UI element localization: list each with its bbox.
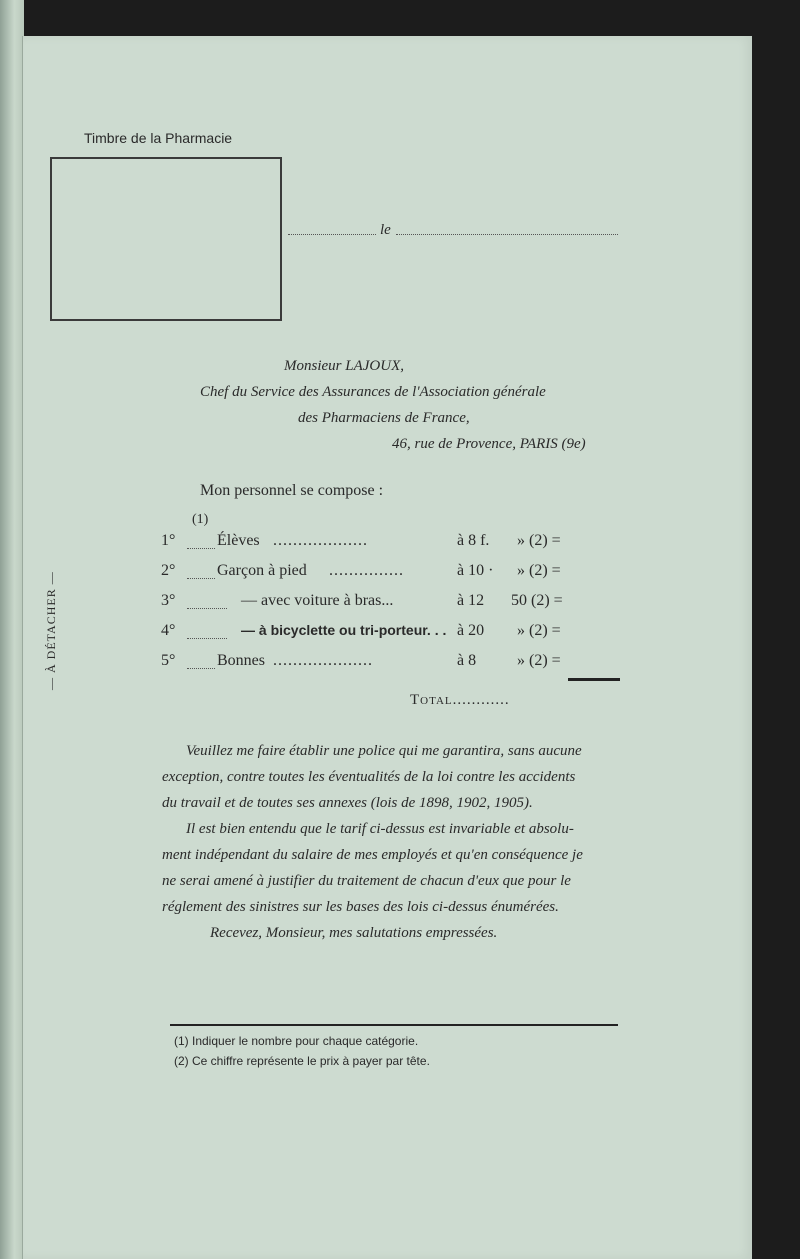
closing-line: Recevez, Monsieur, mes salutations empressées. xyxy=(210,925,498,941)
personnel-intro: Mon personnel se compose : xyxy=(200,482,384,499)
count-field[interactable] xyxy=(187,608,227,609)
count-field[interactable] xyxy=(187,548,215,549)
stamp-label: Timbre de la Pharmacie xyxy=(84,130,233,146)
pharmacy-stamp-box[interactable] xyxy=(50,157,282,321)
addressee-org: des Pharmaciens de France, xyxy=(298,410,470,426)
total-label: Total............ xyxy=(410,692,510,708)
footnote-1: (1) Indiquer le nombre pour chaque catégorie. xyxy=(174,1034,419,1048)
total-rule xyxy=(568,678,620,681)
body-p2-l2: ment indépendant du salaire de mes employés et qu'en conséquence je xyxy=(162,847,583,863)
personnel-row: 3° — avec voiture à bras... à 12 50 (2) = xyxy=(161,592,563,609)
count-field[interactable] xyxy=(187,668,215,669)
addressee-title: Chef du Service des Assurances de l'Association générale xyxy=(200,384,546,400)
footnote-2: (2) Ce chiffre représente le prix à payer par tête. xyxy=(174,1054,430,1068)
body-p2-l1: Il est bien entendu que le tarif ci-dessus est invariable et absolu- xyxy=(186,821,574,837)
count-field[interactable] xyxy=(187,578,215,579)
footnote-rule xyxy=(170,1024,618,1026)
body-p1-l1: Veuillez me faire établir une police qui me garantira, sans aucune xyxy=(186,743,582,759)
personnel-row: 2° Garçon à pied ............... à 10 · » (2) = xyxy=(161,562,561,579)
previous-page-edge xyxy=(0,0,24,1259)
body-p2-l3: ne serai amené à justifier du traitement de chacun d'eux que pour le xyxy=(162,873,571,889)
count-field[interactable] xyxy=(187,638,227,639)
addressee-street: 46, rue de Provence, PARIS (9e) xyxy=(392,436,586,452)
body-p1-l2: exception, contre toutes les éventualités de la loi contre les accidents xyxy=(162,769,576,785)
personnel-row: 4° — à bicyclette ou tri-porteur. . . à 20 » (2) = xyxy=(161,622,561,639)
addressee-name: Monsieur LAJOUX, xyxy=(284,358,404,374)
date-field[interactable] xyxy=(396,234,618,235)
date-le-label: le xyxy=(380,222,391,238)
body-p2-l4: réglement des sinistres sur les bases des lois ci-dessus énumérées. xyxy=(162,899,559,915)
personnel-row: 5° Bonnes .................... à 8 » (2) = xyxy=(161,652,561,669)
detach-note: — À DÉTACHER — xyxy=(44,571,58,690)
right-background xyxy=(752,36,800,1259)
personnel-row: 1° Élèves ................... à 8 f. » (2) = xyxy=(161,532,561,549)
body-p1-l3: du travail et de toutes ses annexes (lois de 1898, 1902, 1905). xyxy=(162,795,533,811)
note-marker: (1) xyxy=(192,512,209,527)
place-field[interactable] xyxy=(288,234,376,235)
